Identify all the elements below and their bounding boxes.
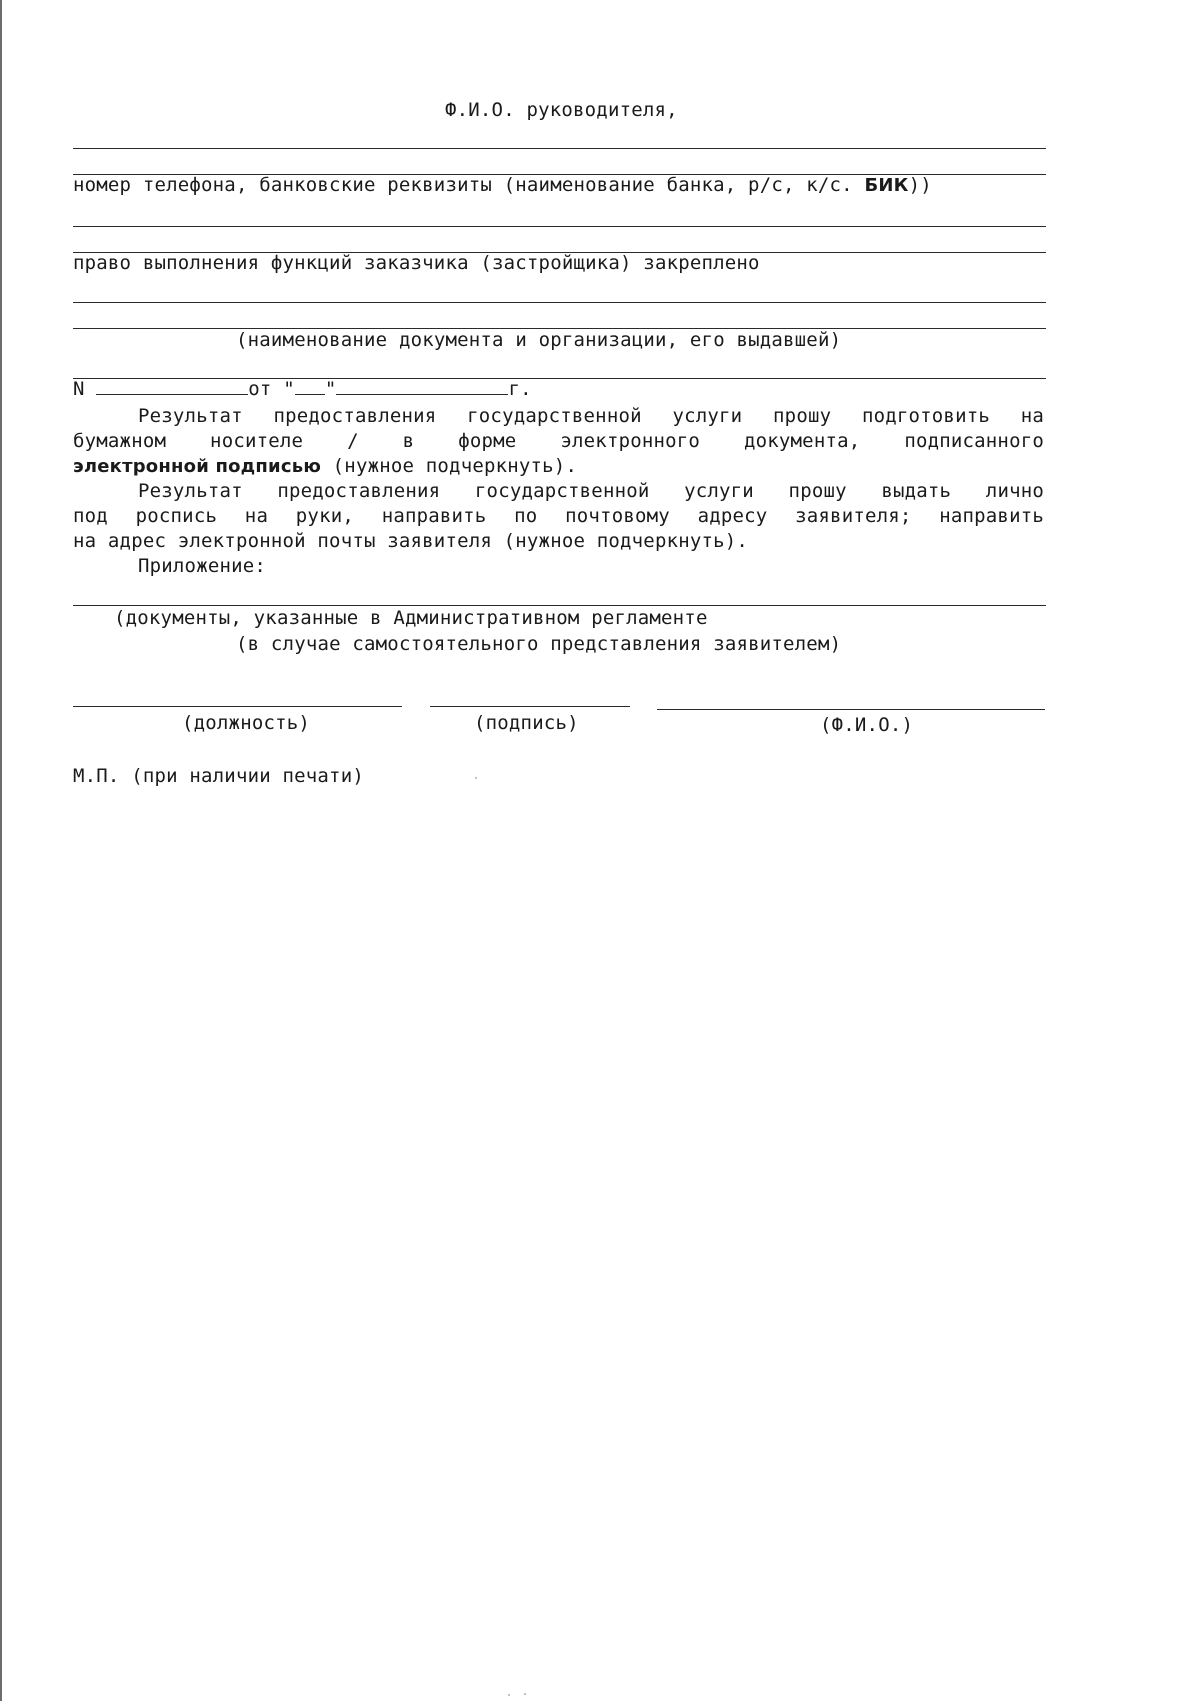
phone-bank-end: )) — [908, 174, 932, 196]
para1-line1 — [138, 405, 1044, 427]
phone-line-1 — [73, 226, 1046, 227]
name-line — [657, 709, 1045, 710]
bik-label: БИК — [864, 175, 909, 196]
year-label: г. — [508, 378, 532, 400]
para2-line1 — [138, 480, 1044, 502]
para1-line2-text: бумажном носителе / в форме электронного документа, подписанного — [73, 430, 1044, 452]
month-blank — [336, 379, 508, 395]
position-line — [73, 706, 402, 707]
document-caption: (наименование документа и организации, его выдавшей) — [236, 329, 842, 351]
head-label: Ф.И.О. руководителя, — [445, 99, 678, 121]
appendix-line — [73, 605, 1046, 606]
appendix-caption-1: (документы, указанные в Административном регламенте — [114, 607, 708, 629]
para1-line1-text: Результат предоставления государственной услуги прошу подготовить на — [138, 405, 1044, 427]
scan-speck — [475, 777, 477, 779]
electronic-signature-label: электронной подписью — [73, 456, 322, 477]
scan-speck — [524, 1693, 526, 1695]
scan-speck — [508, 1694, 510, 1696]
name-caption: (Ф.И.О.) — [820, 714, 914, 736]
phone-bank-label — [73, 174, 932, 197]
rights-line-1 — [73, 302, 1046, 303]
para1-line3-rest: (нужное подчеркнуть). — [321, 455, 578, 477]
para1-line2 — [73, 430, 1044, 452]
para2-line2-text: под роспись на руки, направить по почтовому адресу заявителя; направить — [73, 505, 1044, 527]
date-from-label: от " — [248, 378, 295, 400]
number-label: N — [73, 378, 85, 400]
signature-line — [430, 706, 630, 707]
appendix-label: Приложение: — [138, 555, 267, 577]
position-caption: (должность) — [182, 712, 311, 734]
head-line-1 — [73, 148, 1046, 149]
day-blank — [295, 379, 325, 395]
date-quote-close: " — [324, 378, 337, 400]
para2-line1-text: Результат предоставления государственной услуги прошу выдать лично — [138, 480, 1044, 502]
para2-line2 — [73, 505, 1044, 527]
number-date-row — [73, 378, 532, 400]
para1-line3 — [73, 455, 577, 478]
scan-edge — [0, 0, 2, 1701]
para2-line3: на адрес электронной почты заявителя (нужное подчеркнуть). — [73, 530, 749, 552]
phone-bank-text: номер телефона, банковские реквизиты (наименование банка, р/с, к/с. — [73, 174, 865, 196]
signature-caption: (подпись) — [474, 712, 579, 734]
stamp-label: М.П. (при наличии печати) — [73, 765, 364, 787]
appendix-caption-2: (в случае самостоятельного представления заявителем) — [236, 633, 842, 655]
rights-label: право выполнения функций заказчика (застройщика) закреплено — [73, 252, 760, 274]
number-blank — [96, 379, 248, 395]
